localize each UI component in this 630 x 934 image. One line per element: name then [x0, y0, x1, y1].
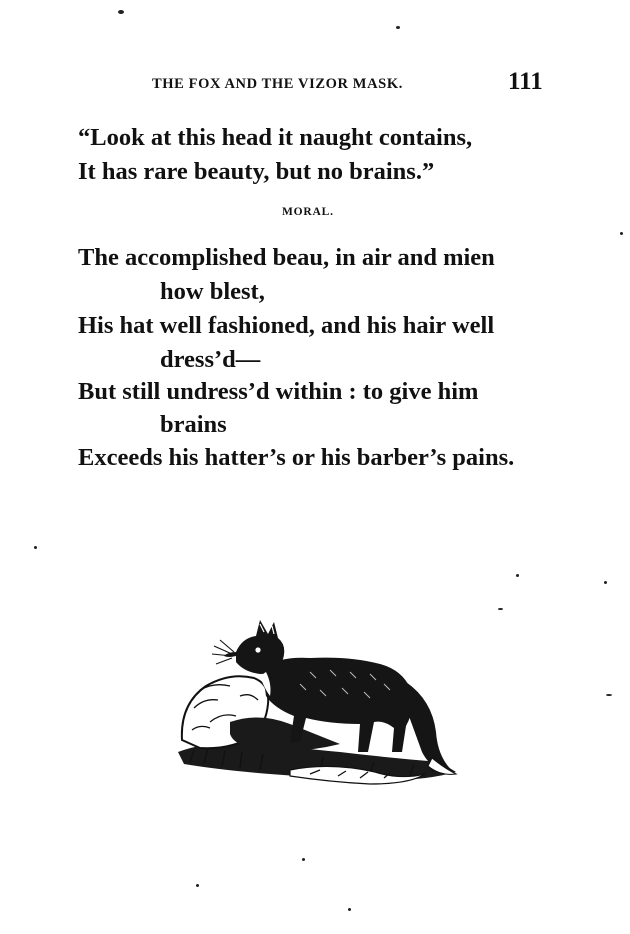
scan-speck — [118, 10, 124, 14]
fox-icon — [170, 612, 462, 792]
verse-line-continued: how blest, — [160, 278, 265, 305]
verse-line: The accomplished beau, in air and mien — [78, 244, 495, 271]
scan-speck — [516, 574, 519, 577]
verse-line: But still undress’d within : to give him — [78, 378, 479, 405]
moral-heading: MORAL. — [282, 206, 334, 218]
verse-line: Exceeds his hatter’s or his barber’s pains. — [78, 444, 515, 471]
scan-speck — [498, 608, 503, 610]
scan-speck — [620, 232, 623, 235]
page-number: 111 — [508, 68, 543, 95]
running-title: THE FOX AND THE VIZOR MASK. — [152, 76, 403, 92]
verse-line: His hat well fashioned, and his hair well — [78, 312, 495, 339]
scan-speck — [196, 884, 199, 887]
scan-speck — [604, 581, 607, 584]
verse-line: It has rare beauty, but no brains.” — [78, 158, 435, 185]
scan-speck — [606, 694, 612, 696]
verse-line-continued: dress’d— — [160, 346, 261, 373]
scan-speck — [302, 858, 305, 861]
scan-speck — [396, 26, 400, 29]
scan-speck — [348, 908, 351, 911]
verse-line-continued: brains — [160, 411, 227, 438]
verse-line: “Look at this head it naught contains, — [78, 124, 473, 151]
scan-speck — [34, 546, 37, 549]
